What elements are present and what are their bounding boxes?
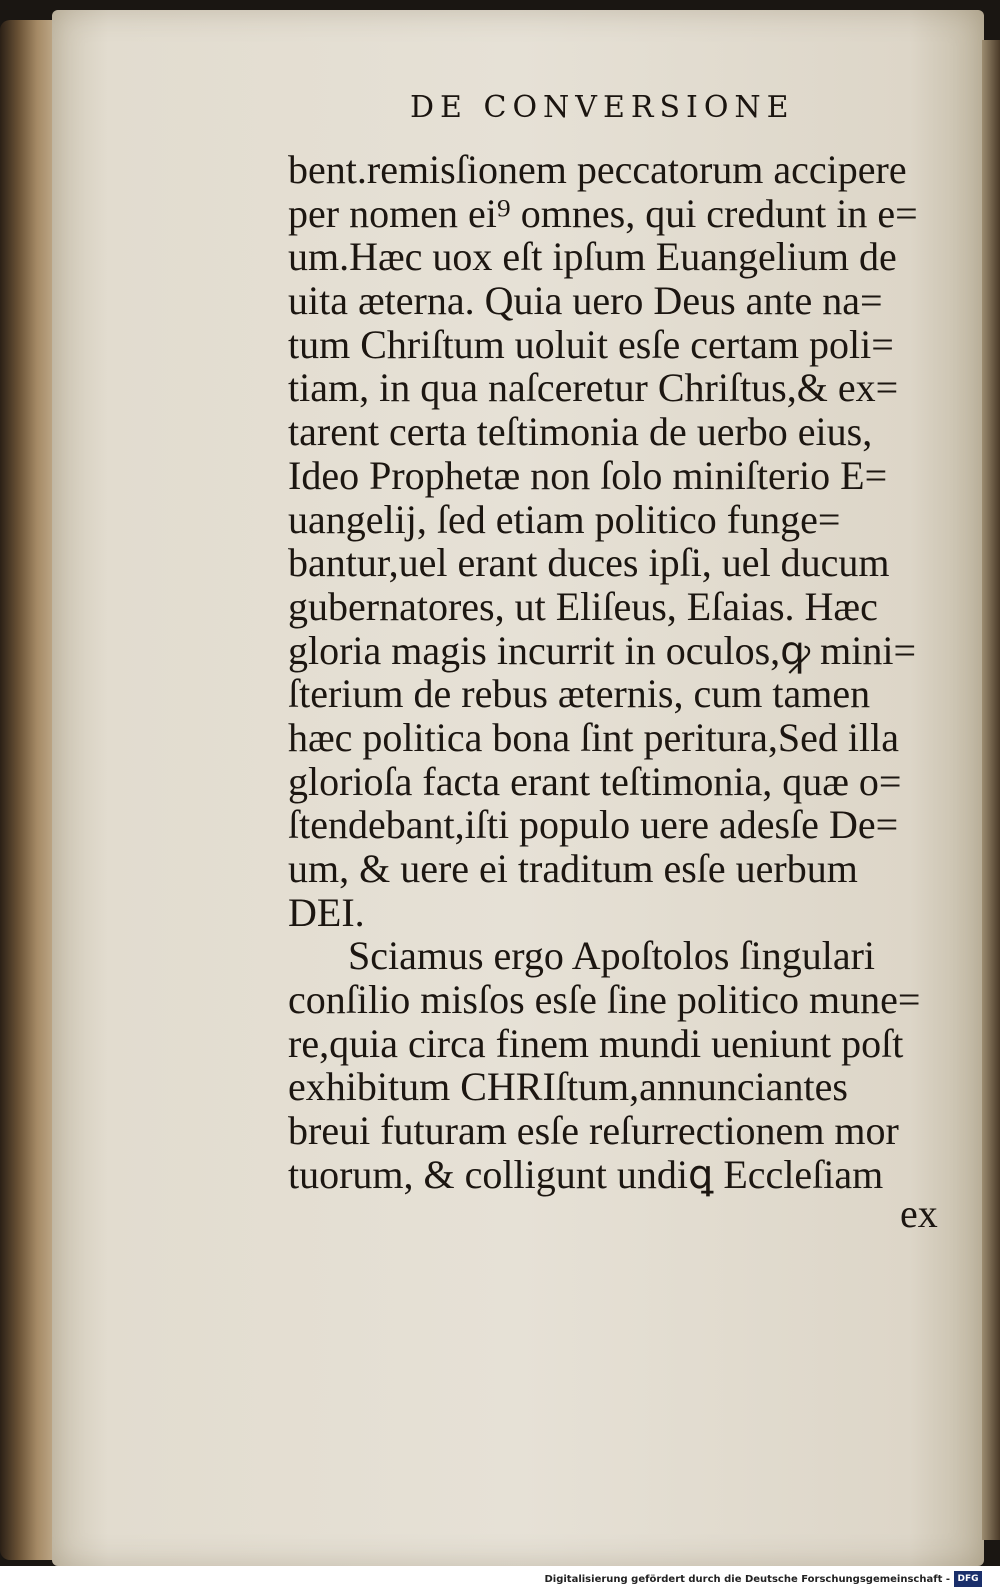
text-line: ſterium de rebus æternis, cum tamen [288, 671, 871, 717]
text-line: um, & uere ei traditum esſe uerbum [288, 846, 858, 891]
digitization-footer [0, 1566, 1000, 1596]
dfg-logo-icon: DFG [954, 1571, 982, 1587]
running-head: DE CONVERSIONE [410, 90, 795, 125]
text-line: tum Chriſtum uoluit esſe certam poli= [288, 321, 894, 367]
text-line: um.Hæc uox eſt ipſum Euangelium de [288, 234, 897, 280]
text-line: Ideo Prophetæ non ſolo miniſterio E= [288, 452, 888, 498]
text-line: conſilio misſos esſe ſine politico mune= [288, 977, 921, 1023]
text-line: uita æterna. Quia uero Deus ante na= [288, 278, 883, 324]
text-line: bantur,uel erant duces ipſi, uel ducum [288, 540, 890, 586]
funding-credit: Digitalisierung gefördert durch die Deutsche Forschungsgemeinschaft - [544, 1574, 950, 1585]
catchword: ex [900, 1191, 938, 1236]
text-line: tuorum, & colligunt undiꝗ Eccleſiam [288, 1151, 884, 1197]
text-line: hæc politica bona ſint peritura,Sed illa [288, 714, 899, 760]
text-line: per nomen ei⁹ omnes, qui credunt in e= [288, 190, 918, 236]
text-line: uangelij, ſed etiam politico funge= [288, 496, 841, 542]
text-line: re,quia circa finem mundi ueniunt poſt [288, 1020, 904, 1066]
text-line: exhibitum CHRIſtum,annunciantes [288, 1064, 848, 1110]
body-text [288, 148, 958, 1197]
text-line: ſtendebant,iſti populo uere adesſe De= [288, 802, 899, 848]
page-edge-right [982, 40, 1000, 1540]
text-line: gubernatores, ut Eliſeus, Eſaias. Hæc [288, 583, 878, 629]
text-line: DEI. [288, 889, 365, 935]
text-line: tarent certa teſtimonia de uerbo eius, [288, 409, 873, 455]
text-line: glorioſa facta erant teſtimonia, quæ o= [288, 758, 902, 804]
text-line: bent.remisſionem peccatorum accipere [288, 147, 907, 192]
text-line: gloria magis incurrit in oculos,ꝙ mini= [288, 627, 917, 673]
text-line: tiam, in qua naſceretur Chriſtus,& ex= [288, 365, 899, 411]
text-line: Sciamus ergo Apoſtolos ſingulari [348, 933, 876, 979]
text-line: breui futuram esſe reſurrectionem mor [288, 1108, 899, 1154]
